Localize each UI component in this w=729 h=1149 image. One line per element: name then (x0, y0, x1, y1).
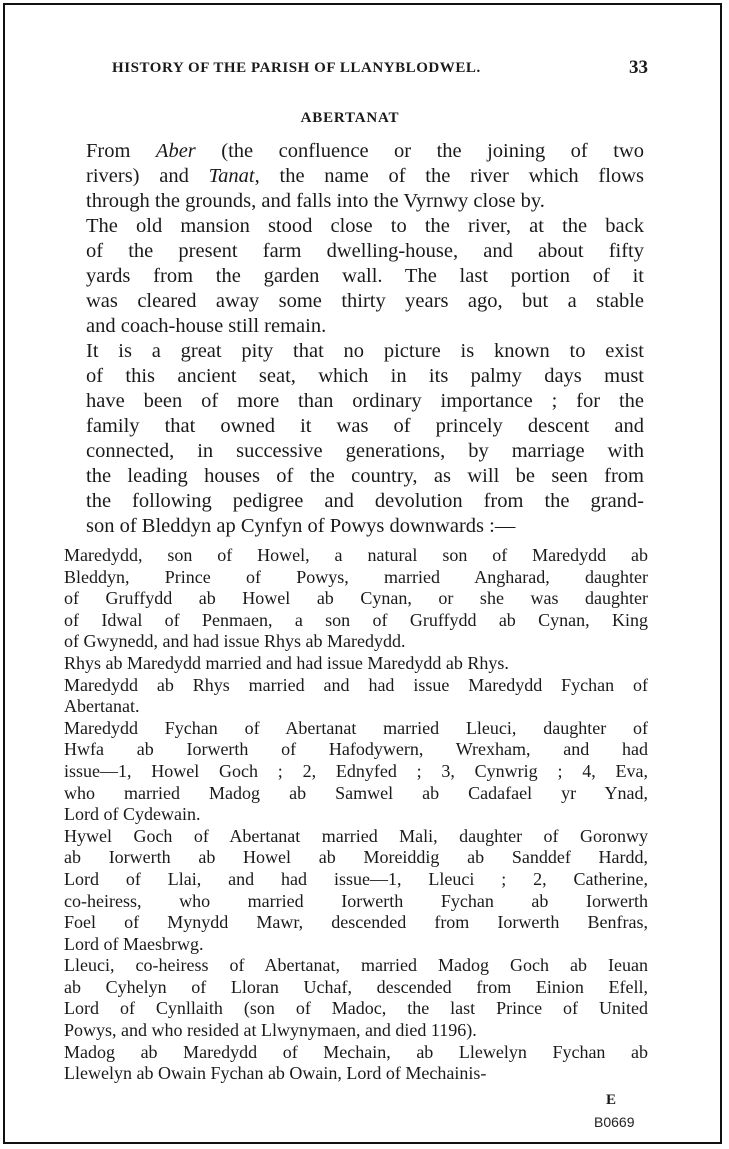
text-line: ab Cyhelyn of Lloran Uchaf, descended from Einion Efell, (64, 976, 648, 997)
text-line: Lord of Maesbrwg. (64, 933, 204, 954)
pedigree-entry (64, 826, 648, 956)
text-line: family that owned it was of princely descent and (86, 415, 644, 437)
text-line: rivers) and Tanat, the name of the river which flows (86, 165, 644, 187)
running-header (112, 57, 652, 82)
pedigree-entry (64, 955, 648, 1041)
text-line: and coach-house still remain. (86, 315, 327, 337)
text-line: of this ancient seat, which in its palmy days must (86, 365, 644, 387)
paragraph (64, 139, 644, 214)
text-line: of the present farm dwelling-house, and about fifty (86, 240, 644, 262)
text-line: Lord of Cydewain. (64, 804, 201, 825)
text-line: Foel of Mynydd Mawr, descended from Iorwerth Benfras, (64, 912, 648, 933)
text-line: of Gruffydd ab Howel ab Cynan, or she was daughter (64, 588, 648, 609)
text-line: Lleuci, co-heiress of Abertanat, married Madog Goch ab Ieuan (64, 955, 648, 976)
pedigree-entry (64, 545, 648, 653)
pedigree-entry (64, 653, 648, 675)
pedigree-entry (64, 1042, 648, 1085)
text-line: Llewelyn ab Owain Fychan ab Owain, Lord of Mechainis- (64, 1063, 487, 1084)
text-line: of Idwal of Penmaen, a son of Gruffydd ab Cynan, King (64, 609, 648, 630)
page-number: 33 (629, 57, 648, 78)
pedigree-list (64, 545, 648, 1085)
text-line: Lord of Llai, and had issue—1, Lleuci ; 2, Catherine, (64, 868, 648, 889)
text-line: co-heiress, who married Iorwerth Fychan ab Iorwerth (64, 890, 648, 911)
text-line: yards from the garden wall. The last portion of it (86, 265, 644, 287)
text-line: Powys, and who resided at Llwynymaen, and died 1196). (64, 1020, 477, 1041)
text-line: Maredydd, son of Howel, a natural son of Maredydd ab (64, 545, 648, 565)
text-line: the leading houses of the country, as will be seen from (86, 465, 644, 487)
header-title: HISTORY OF THE PARISH OF LLANYBLODWEL. (112, 60, 481, 76)
text-line: issue—1, Howel Goch ; 2, Ednyfed ; 3, Cynwrig ; 4, Eva, (64, 760, 648, 781)
reference-code: B0669 (594, 1114, 635, 1130)
text-line: ab Iorwerth ab Howel ab Moreiddig ab Sanddef Hardd, (64, 847, 648, 868)
text-line: was cleared away some thirty years ago, but a stable (86, 290, 644, 312)
text-line: have been of more than ordinary importance ; for the (86, 390, 644, 412)
italic-term: Aber (155, 140, 196, 162)
text-line: the following pedigree and devolution from the grand- (86, 490, 644, 512)
signature-mark: E (606, 1092, 617, 1108)
text-line: Maredydd Fychan of Abertanat married Lleuci, daughter of (64, 717, 648, 738)
section-title: ABERTANAT (300, 110, 400, 126)
text-line: Hywel Goch of Abertanat married Mali, daughter of Goronwy (64, 825, 648, 846)
text-line: who married Madog ab Samwel ab Cadafael yr Ynad, (64, 782, 648, 803)
italic-term: Tanat (208, 165, 255, 187)
text-line: Rhys ab Maredydd married and had issue Maredydd ab Rhys. (64, 652, 509, 673)
text-line: Hwfa ab Iorwerth of Hafodywern, Wrexham, and had (64, 739, 648, 760)
paragraph (64, 339, 644, 539)
pedigree-entry (64, 675, 648, 718)
text-line: The old mansion stood close to the river, at the back (86, 215, 644, 237)
text-line: Bleddyn, Prince of Powys, married Angharad, daughter (64, 566, 648, 587)
text-line: It is a great pity that no picture is known to exist (86, 340, 644, 362)
text-line: through the grounds, and falls into the Vyrnwy close by. (86, 190, 545, 212)
text-line: connected, in successive generations, by marriage with (86, 440, 644, 462)
text-line: Maredydd ab Rhys married and had issue Maredydd Fychan of (64, 674, 648, 695)
text-line: Madog ab Maredydd of Mechain, ab Llewelyn Fychan ab (64, 1041, 648, 1062)
text-line: From Aber (the confluence or the joining of two (86, 140, 644, 162)
text-line: Abertanat. (64, 696, 140, 717)
text-line: Lord of Cynllaith (son of Madoc, the last Prince of United (64, 998, 648, 1019)
intro-text (64, 139, 644, 539)
text-line: of Gwynedd, and had issue Rhys ab Maredydd. (64, 631, 406, 652)
text-line: son of Bleddyn ap Cynfyn of Powys downwards :— (86, 515, 516, 537)
pedigree-entry (64, 718, 648, 826)
paragraph (64, 214, 644, 339)
